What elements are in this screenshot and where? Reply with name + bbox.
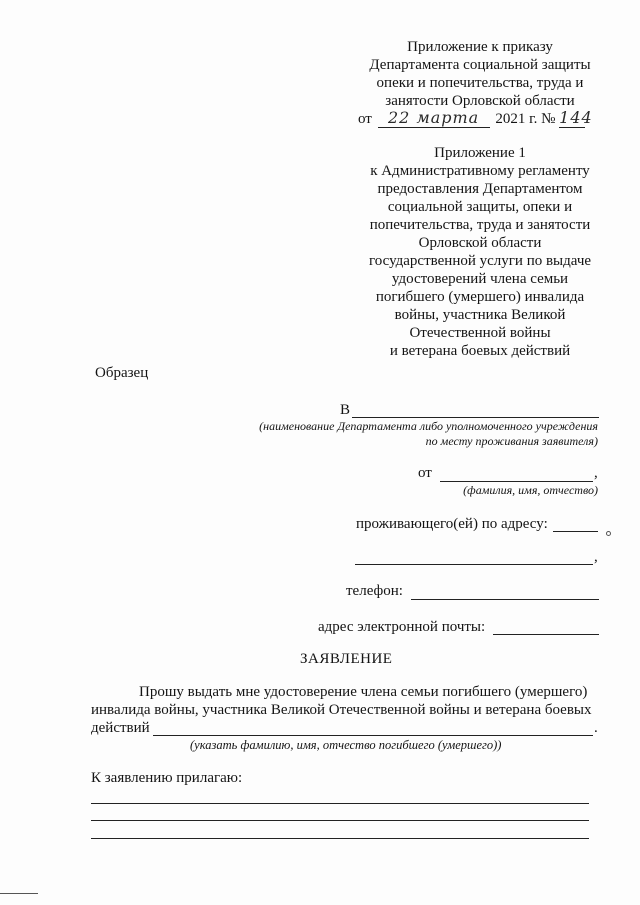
address-line2-suffix: , [594,549,598,565]
appendix-block [330,144,630,360]
order-date-handwritten: 22 марта [378,108,490,128]
scan-mark [606,531,611,536]
to-caption-line2: по месту проживания заявителя) [425,434,598,448]
statement-body-line3-suffix: . [594,720,598,736]
address-label: проживающего(ей) по адресу: [356,516,548,532]
address-field-line2[interactable] [355,564,593,565]
attachment-line-2[interactable] [91,820,589,821]
appendix-line: предоставления Департаментом [377,181,583,197]
attachment-line-3[interactable] [91,838,589,839]
email-field-line[interactable] [493,634,599,635]
attachment-line-1[interactable] [91,803,589,804]
order-header-line: занятости Орловской области [385,93,575,109]
from-suffix: , [594,465,598,481]
order-year-text: 2021 г. № [495,111,556,127]
to-caption-line1: (наименование Департамента либо уполномоченного учреждения [259,419,598,433]
from-field-line[interactable] [440,481,593,482]
appendix-line: и ветерана боевых действий [389,343,571,359]
appendix-line: войны, участника Великой [394,307,566,323]
phone-field-line[interactable] [411,599,599,600]
order-header-line: Департамента социальной защиты [369,57,591,73]
order-header-line: Приложение к приказу [407,39,553,55]
sample-label: Образец [95,365,149,381]
appendix-line: социальной защиты, опеки и [387,199,573,215]
phone-label: телефон: [346,583,403,599]
from-caption: (фамилия, имя, отчество) [463,483,598,497]
appendix-line: государственной услуги по выдаче [368,253,592,269]
appendix-line: Отечественной войны [409,325,551,341]
to-prefix: В [340,402,351,418]
order-header [330,38,630,110]
from-prefix: от [418,465,432,481]
appendix-line: попечительства, труда и занятости [369,217,591,233]
statement-body-line2: инвалида войны, участника Великой Отечественной войны и ветерана боевых [91,702,592,718]
appendix-line: к Административному регламенту [370,163,590,179]
order-header-line: опеки и попечительства, труда и [376,75,584,91]
address-field-line1[interactable] [553,531,598,532]
email-label: адрес электронной почты: [318,619,486,635]
statement-body-line3-prefix: действий [91,720,150,736]
to-field-line[interactable] [352,417,599,418]
order-date-line [358,108,593,128]
scan-edge-line [0,893,38,894]
appendix-line: удостоверений члена семьи [391,271,569,287]
deceased-caption: (указать фамилию, имя, отчество погибшего (умершего)) [190,738,502,752]
appendix-line: Приложение 1 [434,145,526,161]
order-number-handwritten: 144 [559,108,593,127]
attachments-label: К заявлению прилагаю: [91,770,243,786]
statement-body-line1: Прошу выдать мне удостоверение члена семьи погибшего (умершего) [139,684,588,700]
order-date-prefix: от [358,111,372,127]
appendix-line: погибшего (умершего) инвалида [375,289,585,305]
statement-title: ЗАЯВЛЕНИЕ [300,651,393,667]
deceased-name-field-line[interactable] [153,735,593,736]
appendix-line: Орловской области [418,235,542,251]
